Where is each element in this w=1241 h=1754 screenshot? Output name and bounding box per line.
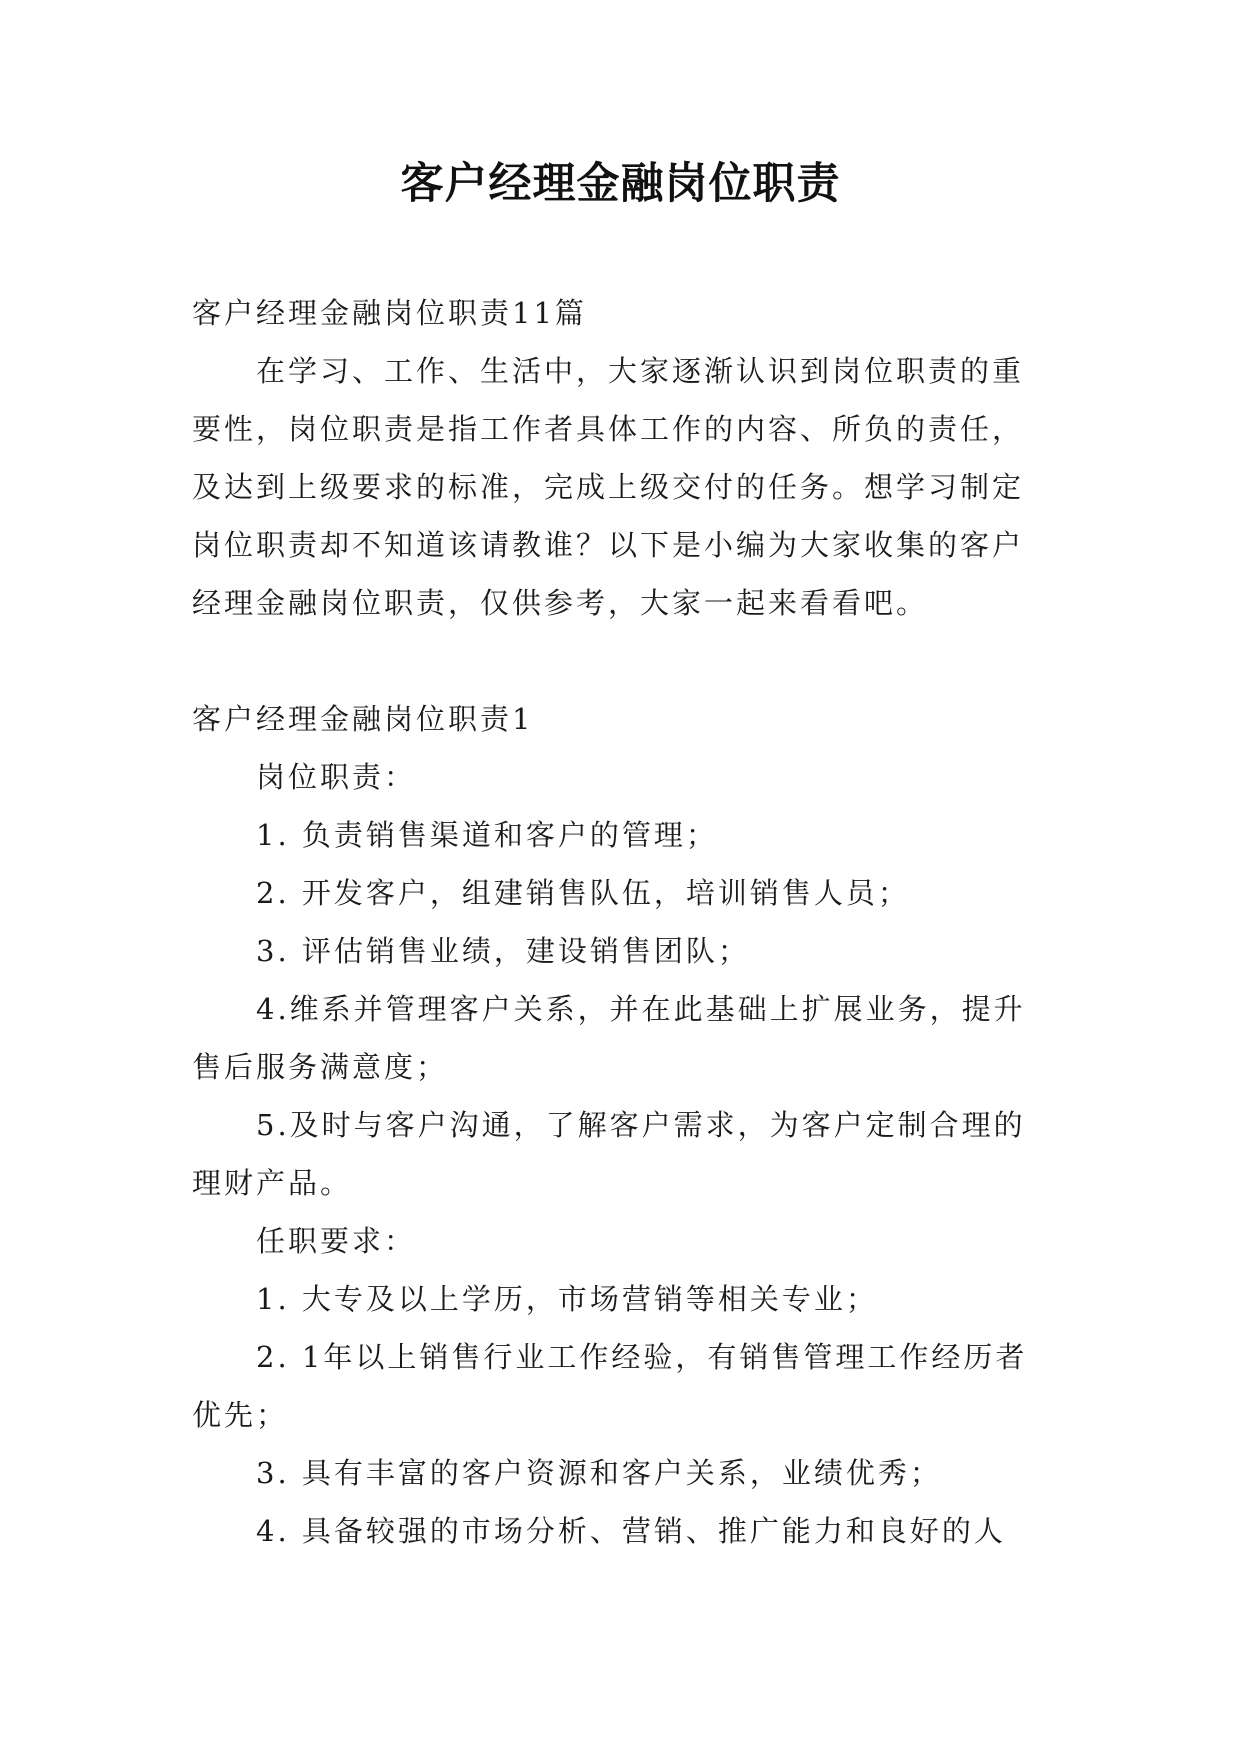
requirement-item-4: 4. 具备较强的市场分析、营销、推广能力和良好的人 — [256, 1514, 1006, 1548]
requirement-item-3: 3. 具有丰富的客户资源和客户关系，业绩优秀； — [256, 1456, 942, 1490]
requirements-label: 任职要求： — [256, 1224, 417, 1258]
requirement-item-1: 1. 大专及以上学历，市场营销等相关专业； — [256, 1282, 878, 1316]
duty-item-1: 1. 负责销售渠道和客户的管理； — [256, 818, 718, 852]
document-body — [192, 284, 1052, 1560]
paragraph-gap — [192, 632, 1052, 690]
document-title: 客户经理金融岗位职责 — [400, 159, 841, 209]
section-heading: 客户经理金融岗位职责1 — [192, 702, 534, 736]
requirement-item-2: 2. 1年以上销售行业工作经验，有销售管理工作经历者优先； — [192, 1340, 1028, 1432]
duty-item-2: 2. 开发客户，组建销售队伍，培训销售人员； — [256, 876, 910, 910]
document-subtitle: 客户经理金融岗位职责11篇 — [192, 296, 587, 330]
intro-paragraph: 在学习、工作、生活中，大家逐渐认识到岗位职责的重要性，岗位职责是指工作者具体工作的内容、所负的责任，及达到上级要求的标准，完成上级交付的任务。想学习制定岗位职责却不知道该请教谁？以下是小编为大家收集的客户经理金融岗位职责，仅供参考，大家一起来看看吧。 — [192, 354, 1025, 620]
duty-item-4: 4.维系并管理客户关系，并在此基础上扩展业务，提升售后服务满意度； — [192, 992, 1026, 1084]
duty-item-3: 3. 评估销售业绩，建设销售团队； — [256, 934, 750, 968]
duties-label: 岗位职责： — [256, 760, 417, 794]
duty-item-5: 5.及时与客户沟通，了解客户需求，为客户定制合理的理财产品。 — [192, 1108, 1026, 1200]
